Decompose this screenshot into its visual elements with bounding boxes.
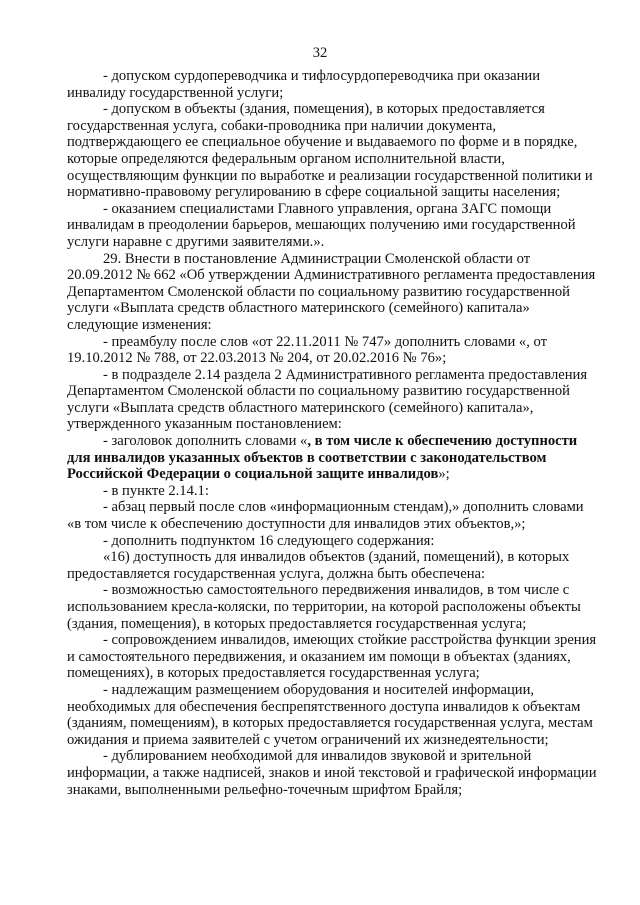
paragraph: - возможностью самостоятельного передвижения инвалидов, в том числе с использованием кресла-коляски, по территории, на которой расположены объекты (здания, помещения), в которых предоставляется государственная услуга; [67, 582, 581, 632]
paragraph: «16) доступность для инвалидов объектов (зданий, помещений), в которых предоставляется государственная услуга, должна быть обеспечена: [67, 549, 570, 582]
paragraph: 29. Внести в постановление Администрации Смоленской области от 20.09.2012 № 662 «Об утверждении Административного регламента предоставления Департаментом Смоленской области по социальному развитию государственной услуги «Выплата средств областного материнского (семейного) капитала» следующие изменения: [67, 250, 596, 333]
document-body [67, 68, 615, 798]
paragraph: - допуском в объекты (здания, помещения), в которых предоставляется государственная услуга, собаки-проводника при наличии документа, подтверждающего ее специальное обучение и выдаваемого по форме и в порядке, которые определяются федеральным органом исполнительной власти, осуществляющим функции по выработке и реализации государственной политики и нормативно-правовому регулированию в сфере социальной защиты населения; [67, 101, 593, 201]
paragraph: - преамбулу после слов «от 22.11.2011 № 747» дополнить словами «, от 19.10.2012 № 788, от 22.03.2013 № 204, от 20.02.2016 № 76»; [67, 333, 547, 367]
paragraph: - допуском сурдопереводчика и тифлосурдопереводчика при оказании инвалиду государственной услуги; [67, 68, 541, 101]
paragraph: - дополнить подпунктом 16 следующего содержания: [103, 532, 435, 549]
heading-amendment-paragraph [67, 433, 615, 483]
paragraph: - сопровождением инвалидов, имеющих стойкие расстройства функции зрения и самостоятельного передвижения, и оказанием им помощи в объектах (зданиях, помещениях), в которых предоставляется государственная услуга; [67, 632, 597, 682]
paragraph: - оказанием специалистами Главного управления, органа ЗАГС помощи инвалидам в преодолении барьеров, мешающих получению ими государственной услуги наравне с другими заявителями.». [67, 200, 576, 250]
heading-amendment-lead: - заголовок дополнить словами « [103, 433, 308, 450]
paragraph: - дублированием необходимой для инвалидов звуковой и зрительной информации, а также надписей, знаков и иной текстовой и графической информации знаками, выполненными рельефно-точечным шрифтом Брайля; [67, 748, 597, 798]
paragraph: - абзац первый после слов «информационным стендам),» дополнить словами «в том числе к обеспечению доступности для инвалидов этих объектов,»; [67, 499, 584, 533]
heading-amendment-tail: »; [438, 466, 450, 483]
paragraph: - в пункте 2.14.1: [103, 482, 209, 499]
heading-amendment-bold: , в том числе к обеспечению доступности для инвалидов указанных объектов в соответствии с законодательством Российской Федерации о социальной защите инвалидов [67, 433, 578, 483]
paragraph: - надлежащим размещением оборудования и носителей информации, необходимых для обеспечения беспрепятственного доступа инвалидов к объектам (зданиям, помещениям), в которых предоставляется государственная услуга, местам ожидания и приема заявителей с учетом ограничений их жизнедеятельности; [67, 681, 593, 748]
paragraph: - в подразделе 2.14 раздела 2 Административного регламента предоставления Департаментом Смоленской области по социальному развитию государственной услуги «Выплата средств областного материнского (семейного) капитала», утвержденного указанным постановлением: [67, 366, 588, 433]
page-number: 32 [312, 45, 328, 61]
